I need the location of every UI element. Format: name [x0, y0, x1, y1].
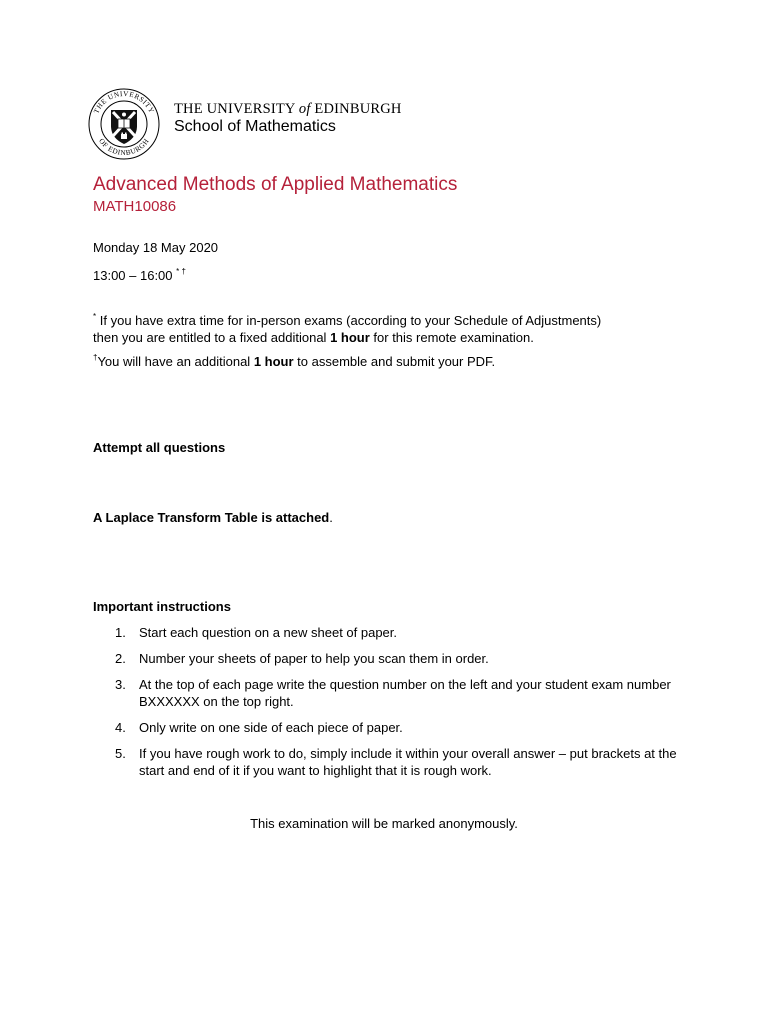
- note-extra-time-mark: *: [93, 312, 97, 321]
- university-crest-logo: [88, 88, 160, 160]
- instructions-list: [93, 624, 683, 788]
- anonymous-marking-note: This examination will be marked anonymously.: [250, 816, 518, 831]
- note-submission-mark: †: [93, 353, 98, 362]
- exam-time: 13:00 – 16:00 * †: [93, 267, 186, 283]
- list-item: 4. Only write on one side of each piece of paper.: [115, 720, 403, 735]
- course-title: Advanced Methods of Applied Mathematics: [93, 174, 458, 195]
- note-extra-time: * If you have extra time for in-person exams (according to your Schedule of Adjustments) then you are entitled to a fixed additional 1 hour for this remote examination.: [93, 312, 602, 345]
- course-code: MATH10086: [93, 198, 177, 215]
- header-text: [174, 101, 402, 137]
- university-name: THE UNIVERSITY of EDINBURGH: [174, 101, 402, 117]
- attempt-all-heading: Attempt all questions: [93, 440, 226, 455]
- list-item: 1. Start each question on a new sheet of paper.: [115, 625, 398, 640]
- school-name: School of Mathematics: [174, 118, 336, 135]
- instructions-heading: Important instructions: [93, 599, 231, 614]
- laplace-table-note: A Laplace Transform Table is attached.: [93, 510, 333, 525]
- list-item: 2. Number your sheets of paper to help you scan them in order.: [115, 651, 489, 666]
- exam-time-marks: * †: [176, 267, 186, 276]
- list-item: 3. At the top of each page write the question number on the left and your student exam number BXXXXXX on the top right.: [115, 677, 671, 709]
- list-item: 5. If you have rough work to do, simply include it within your overall answer – put brackets at the start and end of it if you want to highlight that it is rough work.: [115, 746, 677, 778]
- svg-text:OF EDINBURGH: OF EDINBURGH: [97, 137, 151, 158]
- svg-text:THE UNIVERSITY: THE UNIVERSITY: [92, 89, 156, 115]
- exam-date: Monday 18 May 2020: [93, 240, 219, 255]
- note-submission-time: †You will have an additional 1 hour to assemble and submit your PDF.: [93, 353, 496, 369]
